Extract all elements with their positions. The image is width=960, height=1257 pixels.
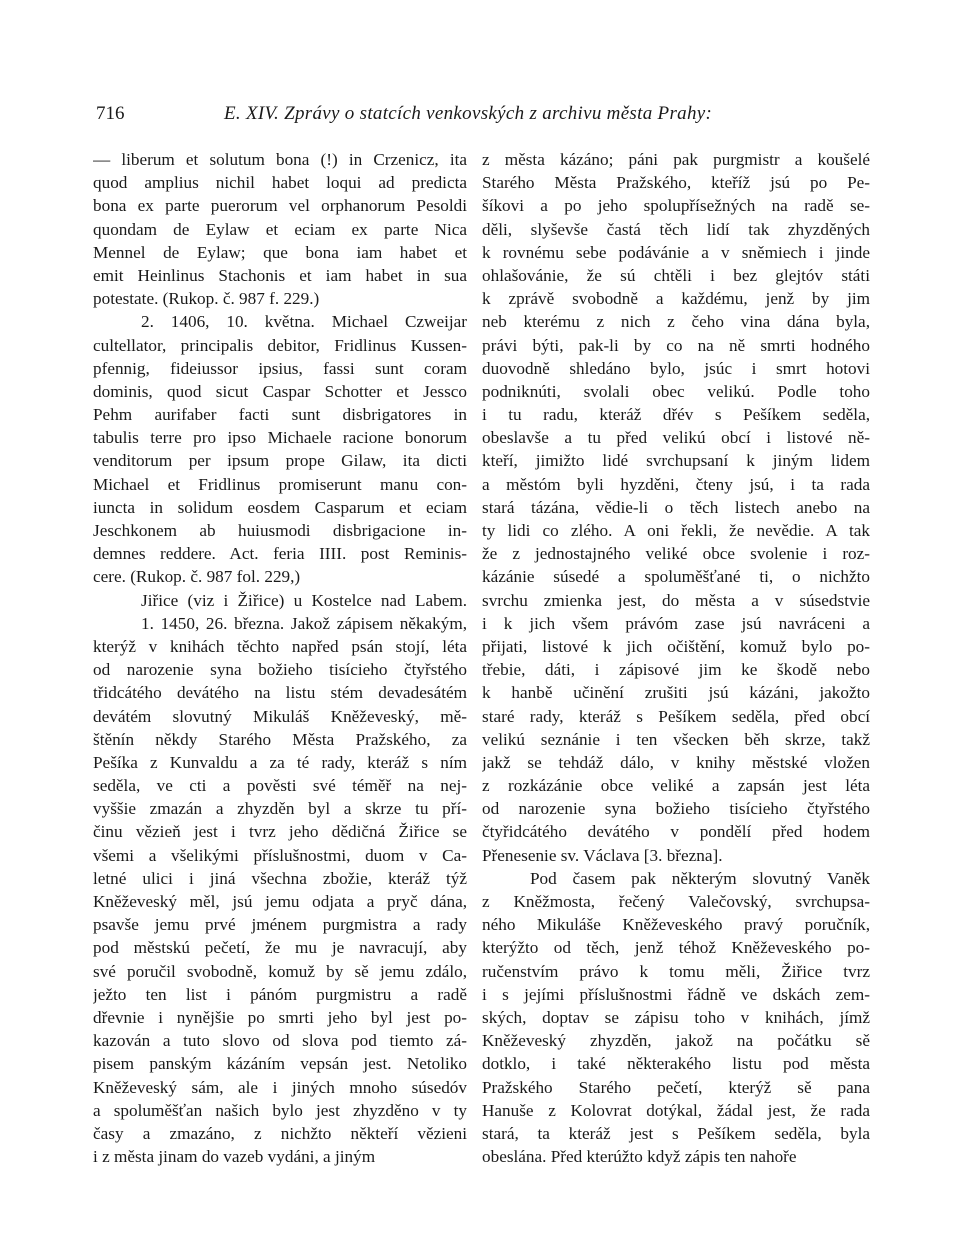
text-line: kázánie súsedé a spoluměšťané ti, o nichžto xyxy=(482,567,870,587)
text-line: od narozenie syna božieho tisícieho čtyřstého xyxy=(93,660,467,680)
text-line: tabulis terre pro ipso Michaele racione bonorum xyxy=(93,428,467,448)
text-line: Michael et Fridlinus promiserunt manu con- xyxy=(93,474,467,494)
text-line: Jiřice (viz i Žiřice) u Kostelce nad Labem. xyxy=(141,590,467,610)
text-line: Jeschkonem ab huiusmodi disbrigacione in- xyxy=(93,521,467,540)
text-line: demnes reddere. Act. feria IIII. post Reminis- xyxy=(93,544,467,564)
text-line: cere. (Rukop. č. 987 fol. 229,) xyxy=(93,567,301,587)
text-line: třidcátého devátého na listu stém devadesátém xyxy=(93,683,467,703)
text-line: dominis, quod sicut Caspar Schotter et Jessco xyxy=(93,381,467,401)
text-line: z Kněžmosta, řečený Valečovský, svrchupsa- xyxy=(482,892,870,911)
text-line: Pešíka z Kunvaldu a za té rady, kteráž s ním xyxy=(93,752,467,772)
text-line: pisem panským kázáním vepsán jest. Netoliko xyxy=(93,1054,467,1074)
text-line: i k jich všem právóm zase jsú navráceni a xyxy=(482,613,870,633)
text-line: Kněževeský sám, ale i jiných mnoho súsedóv xyxy=(93,1077,467,1097)
text-line: čtyřidcátého devátého v pondělí před hodem xyxy=(482,822,870,842)
text-line: Kněževeský měl, jsú jemu odjata a pryč dána, xyxy=(93,892,467,911)
text-line: venditorum per ipsum prope Gilaw, ita dicti xyxy=(93,451,467,471)
text-line: quondam de Eylaw et eciam ex parte Nica xyxy=(93,219,467,239)
text-line: ohlašovánie, že sú chtěli i bez glejtóv státi xyxy=(482,265,870,285)
page-number: 716 xyxy=(96,103,125,124)
right-text-column xyxy=(482,148,870,1168)
text-line: že z jednostajného veliké obce svolenie i roz- xyxy=(482,544,870,564)
text-line: psavše jemu prvé jménem purgmistra a rady xyxy=(93,915,467,935)
text-line: přijati, listové k jich očištění, komuž bylo po- xyxy=(482,636,870,656)
text-line: činu vězieň jest i tvrz jeho dědičná Žiřice se xyxy=(93,822,467,842)
text-line: šíkovi a po jeho spolupřísežných na radě se- xyxy=(482,196,870,216)
text-line: ručenstvím právo k tomu měli, Žiřice tvrz xyxy=(482,961,870,981)
text-line: iuncta in solidum eosdem Casparum et eciam xyxy=(93,497,467,517)
text-line: i tu radu, kteráž dřév s Pešíkem seděla, xyxy=(482,405,870,425)
text-line: potestate. (Rukop. č. 987 f. 229.) xyxy=(93,289,320,309)
text-line: ného Mikuláše Kněževeského pravý poručník, xyxy=(482,915,870,935)
text-line: třebie, dáti, i zápisové jim ke škodě nebo xyxy=(482,660,870,680)
text-line: svrchu zmienka jest, do města a v súsedstvie xyxy=(482,590,870,610)
text-line: ských, doptav se zápisu toho v knihách, jímž xyxy=(482,1007,870,1027)
text-line: — liberum et solutum bona (!) in Crzenicz, ita xyxy=(93,150,467,169)
text-line: i s jejími příslušnostmi řádně ve dskách zem- xyxy=(482,984,870,1004)
text-line: k zprávě svobodně a každému, jenž by jim xyxy=(482,289,870,309)
text-line: kterýžto od těch, jenž téhož Kněževeského po- xyxy=(482,938,870,958)
text-line: kterýž v knihách těchto napřed psán stojí, léta xyxy=(93,636,467,656)
text-line: neb kterému z nich z čeho vina dána byla, xyxy=(482,312,870,332)
text-line: emit Heinlinus Stachonis et iam habet in sua xyxy=(93,265,467,285)
text-line: i z města jinam do vazeb vydáni, a jiným xyxy=(93,1147,376,1167)
text-line: své poručil svobodně, komuž by sě jemu zdálo, xyxy=(93,961,467,981)
running-title: E. XIV. Zprávy o statcích venkovských z archivu města Prahy: xyxy=(224,103,713,124)
text-line: devátém slovutný Mikuláš Kněževeský, mě- xyxy=(93,706,467,726)
text-line: a městóm byli hyzděni, čteny jsú, i ta rada xyxy=(482,474,870,494)
text-line: od narozenie syna božieho tisícieho čtyřstého xyxy=(482,799,870,819)
text-line: Mennel de Eylaw; que bona iam habet et xyxy=(93,242,467,262)
text-line: Pod časem pak některým slovutný Vaněk xyxy=(530,868,870,888)
text-line: ježto ten list i pánóm purgmistru a radě xyxy=(93,984,467,1004)
text-line: štěnín někdy Starého Města Pražského, za xyxy=(93,729,467,749)
text-line: staré rady, kteráž s Pešíkem seděla, před obcí xyxy=(482,706,870,726)
text-line: časy a zmazáno, z nichžto někteří vězieni xyxy=(93,1123,467,1143)
text-line: z rozkázánie obce veliké a zapsán jest léta xyxy=(482,776,870,796)
text-line: Hanuše z Kolovrat dotýkal, žádal jest, že rada xyxy=(482,1100,870,1120)
text-line: děli, slyševše častá těch lidí tak zhyzděných xyxy=(482,219,870,239)
text-line: stará tázána, vědie-li o těch listech anebo na xyxy=(482,497,870,517)
running-header xyxy=(96,99,876,129)
text-line: velikú seznánie i ten všecken běh skrze, takž xyxy=(482,729,870,749)
text-line: Přenesenie sv. Václava [3. března]. xyxy=(482,845,723,865)
text-line: k hanbě učinění zrušiti jsú kázáni, jakožto xyxy=(482,683,870,703)
text-line: letné ulici i jiná všechna zbožie, kteráž týž xyxy=(93,868,467,888)
text-line: jakž se tehdáž dálo, v knihy městské vložen xyxy=(482,752,870,772)
text-line: 2. 1406, 10. května. Michael Czweijar xyxy=(141,312,467,332)
text-line: podniknúti, svolali obec velikú. Podle toho xyxy=(482,381,870,401)
text-line: dotklo, i také některakého listu pod města xyxy=(482,1054,870,1074)
left-text-column xyxy=(93,148,467,1168)
text-line: vyššie zmazán a zhyzděn byl a skrze tu pří- xyxy=(93,799,467,819)
text-line: cultellator, principalis debitor, Fridlinus Kussen- xyxy=(93,335,467,355)
text-line: právi býti, pak-li by co na ně smrti hodného xyxy=(482,335,870,355)
text-line: kteří, jimižto lidé svrchupsaní k jiným lidem xyxy=(482,451,870,471)
text-line: quod amplius nichil habet loqui ad predicta xyxy=(93,173,467,193)
text-line: všemi a všelikými příslušnostmi, duom v Ca- xyxy=(93,845,467,865)
text-line: pfennig, fideiussor ipsius, fassi sunt coram xyxy=(93,358,467,378)
text-line: Starého Města Pražského, kteříž jsú po Pe- xyxy=(482,173,870,193)
text-line: kazován a tuto slovo od slova pod tiemto zá- xyxy=(93,1031,467,1051)
text-line: duovodně shledáno bylo, jsúc i smrt hotovi xyxy=(482,358,870,378)
text-line: bona ex parte puerorum vel orphanorum Pesoldi xyxy=(93,196,467,216)
text-line: z města kázáno; páni pak purgmistr a koušelé xyxy=(482,150,870,169)
text-line: seděla, ve cti a pověsti své téměř na nej- xyxy=(93,776,467,796)
text-line: 1. 1450, 26. března. Jakož zápisem někakým, xyxy=(141,613,467,633)
text-line: ty lidi co zlého. A oni řekli, že nevědie. A tak xyxy=(482,521,870,540)
text-line: k rovnému sebe podávánie a v sněmiech i jinde xyxy=(482,242,870,262)
text-line: obeslavše a tu před velikú obcí i listové ně- xyxy=(482,428,870,448)
text-line: Pražského Starého pečetí, kterýž sě pana xyxy=(482,1077,870,1097)
text-line: Kněževeský zhyzděn, jakož na počátku sě xyxy=(482,1031,870,1051)
text-line: dřevnie i nynějšie po smrti jeho byl jest po- xyxy=(93,1007,467,1027)
text-line: obeslána. Před kterúžto když zápis ten nahoře xyxy=(482,1147,797,1167)
text-line: stará, ta kteráž jest s Pešíkem seděla, byla xyxy=(482,1123,870,1143)
text-line: Pehm aurifaber facti sunt disbrigatores in xyxy=(93,405,467,425)
text-line: a spoluměšťan našich bylo jest zhyzděno v ty xyxy=(93,1100,467,1120)
text-line: pod městskú pečetí, že mu je navracují, aby xyxy=(93,938,467,958)
